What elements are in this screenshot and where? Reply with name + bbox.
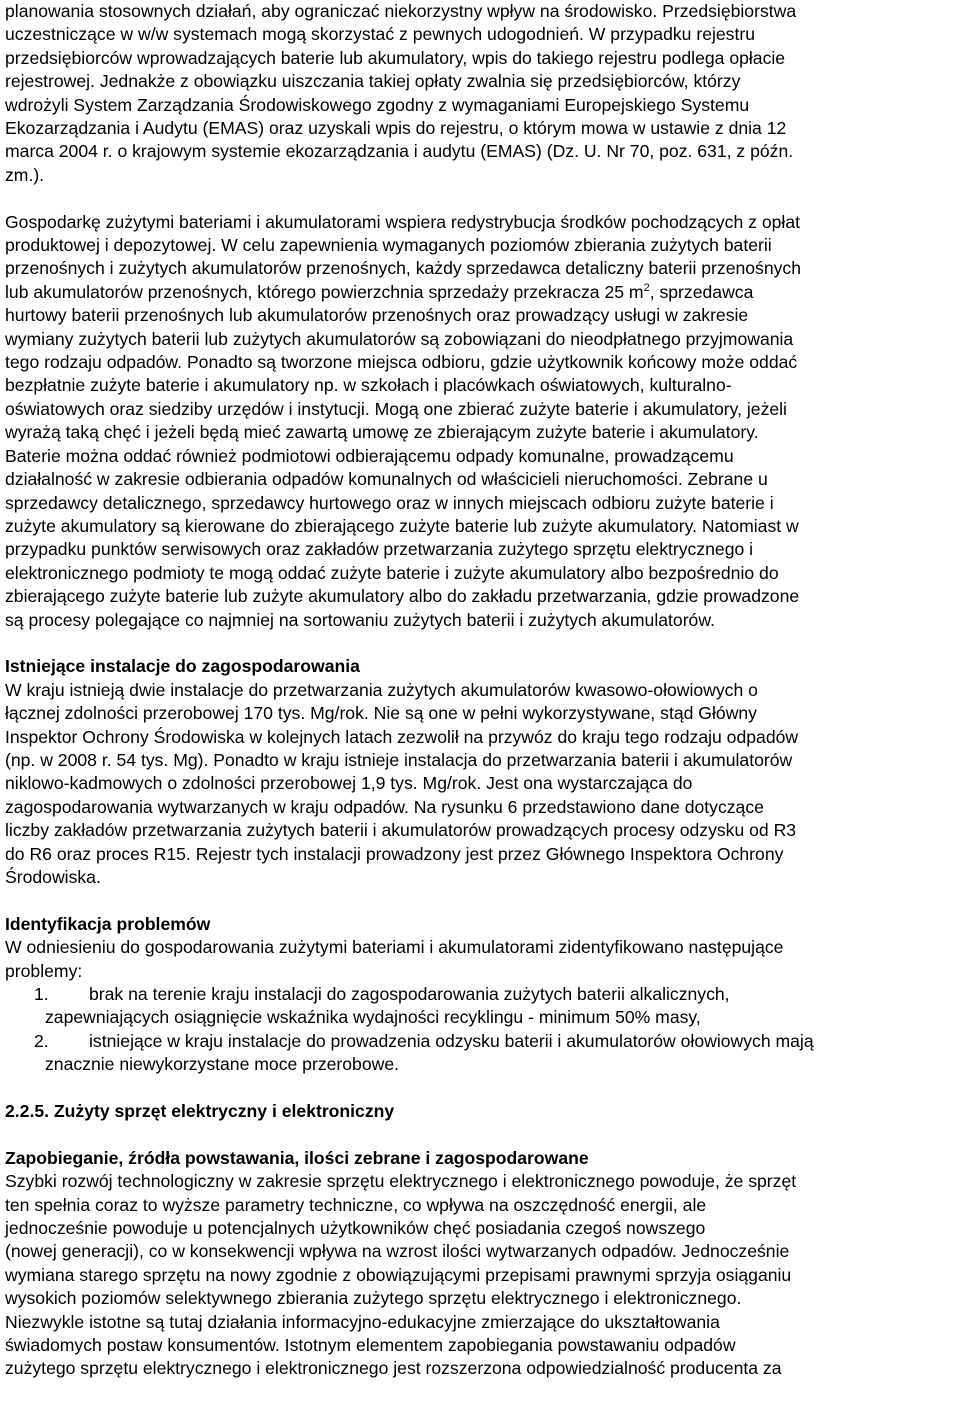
text-line: są procesy polegające co najmniej na sortowaniu zużytych baterii i zużytych akumulatorów. xyxy=(5,609,715,630)
text-line: hurtowy baterii przenośnych lub akumulatorów przenośnych oraz prowadzący usługi w zakresie xyxy=(5,305,749,326)
list-item-continuation: zapewniających osiągnięcie wskaźnika wydajności recyklingu - minimum 50% masy, xyxy=(45,1007,701,1028)
text-line: marca 2004 r. o krajowym systemie ekozarządzania i audytu (EMAS) (Dz. U. Nr 70, poz. 631, z późn. xyxy=(5,141,794,162)
numbered-list xyxy=(5,983,953,1077)
text-line: planowania stosownych działań, aby ograniczać niekorzystny wpływ na środowisko. Przedsiębiorstwa xyxy=(5,1,797,21)
list-item-continuation: znacznie niewykorzystane moce przerobowe. xyxy=(45,1054,399,1075)
text-line: Środowiska. xyxy=(5,867,101,887)
text-line: produktowej i depozytowej. W celu zapewnienia wymaganych poziomów zbierania zużytych baterii xyxy=(5,235,772,256)
paragraph-battery-management xyxy=(5,211,953,632)
text-line: wysokich poziomów selektywnego zbierania zużytego sprzętu elektrycznego i elektronicznego. xyxy=(5,1288,742,1309)
chapter-heading: 2.2.5. Zużyty sprzęt elektryczny i elektroniczny xyxy=(5,1101,395,1122)
text-line: jednocześnie powoduje u potencjalnych użytkowników chęć posiadania czegoś nowszego xyxy=(5,1218,706,1239)
text-line xyxy=(5,281,953,304)
text-line: liczby zakładów przetwarzania zużytych baterii i akumulatorów prowadzących procesy odzysku od R3 xyxy=(5,820,797,841)
section-heading: Istniejące instalacje do zagospodarowania xyxy=(5,656,360,677)
text-line: zużyte akumulatory są kierowane do zbierającego zużyte baterie lub zużyte akumulatory. Natomiast w xyxy=(5,515,799,536)
text-line: wymiana starego sprzętu na nowy zgodnie z obowiązującymi przepisami prawnymi sprzyja osiąganiu xyxy=(5,1264,792,1285)
paragraph-gap xyxy=(5,1123,953,1146)
text-line: W odniesieniu do gospodarowania zużytymi bateriami i akumulatorami zidentyfikowano następujące xyxy=(5,937,784,958)
text-line: Szybki rozwój technologiczny w zakresie sprzętu elektrycznego i elektronicznego powoduje, że sprzęt xyxy=(5,1171,797,1192)
text-line: wymiany zużytych baterii lub zużytych akumulatorów są zobowiązani do nieodpłatnego przyjmowania xyxy=(5,328,794,349)
text-line: zagospodarowania wytwarzanych w kraju odpadów. Na rysunku 6 przedstawiono dane dotyczące xyxy=(5,796,764,817)
text-line: zbierającego zużyte baterie lub zużyte akumulatory albo do zakładu przetwarzania, gdzie prowadzone xyxy=(5,586,800,607)
text-line: rejestrowej. Jednakże z obowiązku uiszczania takiej opłaty zwalnia się przedsiębiorców, którzy xyxy=(5,71,741,92)
text-line: Baterie można oddać również podmiotowi odbierającemu odpady komunalne, prowadzącemu xyxy=(5,445,734,466)
text-line: uczestniczące w w/w systemach mogą skorzystać z pewnych udogodnień. W przypadku rejestru xyxy=(5,24,756,45)
text-line: tego rodzaju odpadów. Ponadto są tworzone miejsca odbioru, gdzie użytkownik końcowy może oddać xyxy=(5,352,798,373)
text-line: Niezwykle istotne są tutaj działania informacyjno-edukacyjne zmierzające do ukształtowania xyxy=(5,1311,720,1332)
text-line: problemy: xyxy=(5,960,83,981)
list-number: 1. xyxy=(34,984,49,1005)
list-item-first-line xyxy=(5,1030,953,1053)
paragraph-gap xyxy=(5,187,953,210)
section-heading: Zapobieganie, źródła powstawania, ilości zebrane i zagospodarowane xyxy=(5,1147,589,1168)
text-line: łącznej zdolności przerobowej 170 tys. Mg/rok. Nie są one w pełni wykorzystywane, stąd Główny xyxy=(5,703,757,724)
section-problem-identification xyxy=(5,913,953,1077)
section-prevention xyxy=(5,1147,953,1381)
section-heading: Identyfikacja problemów xyxy=(5,913,211,934)
text-line: zm.). xyxy=(5,164,45,185)
text-line: świadomych postaw konsumentów. Istotnym elementem zapobiegania powstawaniu odpadów xyxy=(5,1335,736,1356)
paragraph-ems xyxy=(5,0,953,187)
text-line: przenośnych i zużytych akumulatorów przenośnych, każdy sprzedawca detaliczny baterii przenośnych xyxy=(5,258,802,279)
list-text: istniejące w kraju instalacje do prowadzenia odzysku baterii i akumulatorów ołowiowych mają xyxy=(89,1030,814,1051)
list-item xyxy=(5,983,953,1030)
text-line: wdrożyli System Zarządzania Środowiskowego zgodny z wymaganiami Europejskiego Systemu xyxy=(5,94,750,115)
text-line-start: lub akumulatorów przenośnych, którego powierzchnia sprzedaży przekracza 25 m xyxy=(5,281,644,302)
text-line: niklowo-kadmowych o zdolności przerobowej 1,9 tys. Mg/rok. Jest ona wystarczająca do xyxy=(5,773,693,794)
paragraph-gap xyxy=(5,632,953,655)
list-text: brak na terenie kraju instalacji do zagospodarowania zużytych baterii alkalicznych, xyxy=(89,984,730,1005)
text-line: elektronicznego podmioty te mogą oddać zużyte baterie i zużyte akumulatory albo bezpośrednio do xyxy=(5,562,779,583)
text-line: (np. w 2008 r. 54 tys. Mg). Ponadto w kraju istnieje instalacja do przetwarzania baterii i akumulatorów xyxy=(5,749,793,770)
paragraph-gap xyxy=(5,889,953,912)
section-existing-installations xyxy=(5,655,953,889)
text-line: przypadku punktów serwisowych oraz zakładów przetwarzania zużytego sprzętu elektrycznego i xyxy=(5,539,754,560)
text-line: W kraju istnieją dwie instalacje do przetwarzania zużytych akumulatorów kwasowo-ołowiowych o xyxy=(5,679,758,700)
text-line: do R6 oraz proces R15. Rejestr tych instalacji prowadzony jest przez Głównego Inspektora Ochrony xyxy=(5,843,784,864)
list-item xyxy=(5,1030,953,1077)
text-line: Ekozarządzania i Audytu (EMAS) oraz uzyskali wpis do rejestru, o którym mowa w ustawie z dnia 12 xyxy=(5,118,787,139)
list-item-first-line xyxy=(5,983,953,1006)
text-line: oświatowych oraz siedziby urzędów i instytucji. Mogą one zbierać zużyte baterie i akumulatory, jeżeli xyxy=(5,398,787,419)
text-line: Gospodarkę zużytymi bateriami i akumulatorami wspiera redystrybucja środków pochodzących z opłat xyxy=(5,211,800,232)
text-line: wyrażą taką chęć i jeżeli będą mieć zawartą umowę ze zbierającym zużyte baterie i akumulatory. xyxy=(5,422,759,443)
text-line: działalność w zakresie odbierania odpadów komunalnych od właścicieli nieruchomości. Zebrane u xyxy=(5,469,768,490)
superscript: 2 xyxy=(643,282,650,294)
text-line: (nowej generacji), co w konsekwencji wpływa na wzrost ilości wytwarzanych odpadów. Jednocześnie xyxy=(5,1241,790,1262)
list-number: 2. xyxy=(34,1030,49,1051)
text-line: ten spełnia coraz to wyższe parametry techniczne, co wpływa na oszczędność energii, ale xyxy=(5,1194,707,1215)
text-line: Inspektor Ochrony Środowiska w kolejnych latach zezwolił na przywóz do kraju tego rodzaju odpadów xyxy=(5,726,799,747)
paragraph-gap xyxy=(5,1077,953,1100)
document-page xyxy=(5,0,953,1381)
text-line: bezpłatnie zużyte baterie i akumulatory np. w szkołach i placówkach oświatowych, kulturalno- xyxy=(5,375,732,396)
text-line: sprzedawcy detalicznego, sprzedawcy hurtowego oraz w innych miejscach odbioru zużyte baterie i xyxy=(5,492,774,513)
text-line: przedsiębiorców wprowadzających baterie lub akumulatory, wpis do takiego rejestru podlega opłacie xyxy=(5,47,786,68)
text-line: zużytego sprzętu elektrycznego i elektronicznego jest rozszerzona odpowiedzialność producenta za xyxy=(5,1358,782,1379)
text-line-end: , sprzedawca xyxy=(649,281,754,302)
